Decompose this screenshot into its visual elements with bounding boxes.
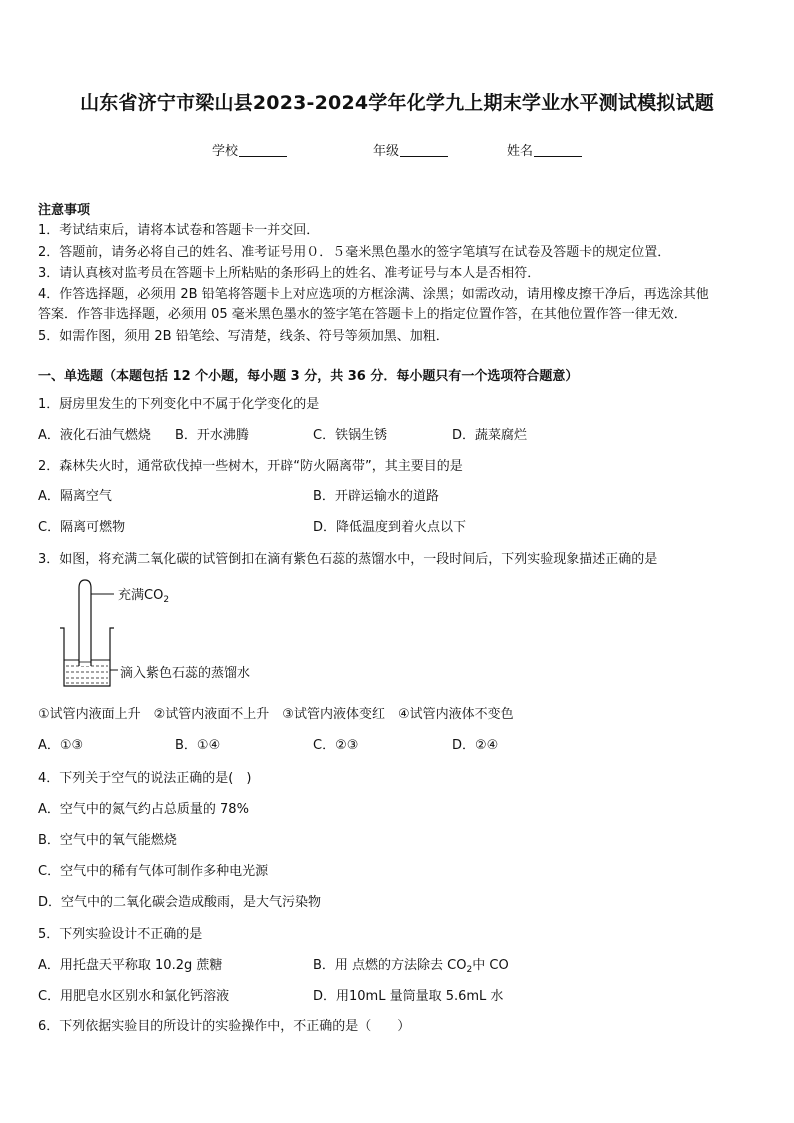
- note-item: 2．答题前，请务必将自己的姓名、准考证号用０．５毫米黑色墨水的签字笔填写在试卷及答题卡的规定位置．: [38, 245, 671, 260]
- name-label: 姓名: [507, 144, 534, 159]
- option-b-subscript: 2: [466, 965, 473, 975]
- co2-label: [118, 584, 169, 605]
- option-c: C．②③: [313, 738, 359, 753]
- option-c: C．隔离可燃物: [38, 520, 126, 535]
- option-a: A．空气中的氮气约占总质量的 78%: [38, 802, 249, 817]
- water-label: 滴入紫色石蕊的蒸馏水: [120, 666, 251, 681]
- question-stem: 6．下列依据实验目的所设计的实验操作中，不正确的是（ ）: [38, 1019, 411, 1034]
- question-stem: 5．下列实验设计不正确的是: [38, 927, 203, 942]
- option-d: D．②④: [452, 738, 499, 753]
- option-b: B．①④: [175, 738, 221, 753]
- option-d: D．用10mL 量筒量取 5.6mL 水: [313, 989, 504, 1004]
- experiment-figure: [52, 578, 292, 696]
- co2-subscript: 2: [163, 595, 170, 605]
- grade-blank: [400, 142, 448, 157]
- school-field: [212, 140, 287, 159]
- option-d: D．空气中的二氧化碳会造成酸雨，是大气污染物: [38, 895, 322, 910]
- note-item: 4．作答选择题，必须用 2B 铅笔将答题卡上对应选项的方框涂满、涂黑；如需改动，请用橡皮擦干净后，再选涂其他: [38, 287, 709, 302]
- name-field: [507, 140, 582, 159]
- grade-field: [373, 140, 448, 159]
- option-a: A．隔离空气: [38, 489, 112, 504]
- option-a: A．用托盘天平称取 10.2g 蔗糖: [38, 958, 223, 973]
- option-b: [313, 957, 509, 979]
- option-b: B．开水沸腾: [175, 428, 249, 443]
- option-a: A．液化石油气燃烧: [38, 428, 151, 443]
- option-d: D．降低温度到着火点以下: [313, 520, 467, 535]
- section-heading: 一、单选题（本题包括 12 个小题，每小题 3 分，共 36 分．每小题只有一个选项符合题意）: [38, 369, 579, 384]
- school-blank: [239, 142, 287, 157]
- option-b-text-end: 中 CO: [472, 958, 509, 973]
- option-d: D．蔬菜腐烂: [452, 428, 528, 443]
- name-blank: [534, 142, 582, 157]
- question-stem: 2．森林失火时，通常砍伐掉一些树木，开辟“防火隔离带”，其主要目的是: [38, 459, 463, 474]
- note-item: 5．如需作图，须用 2B 铅笔绘、写清楚，线条、符号等须加黑、加粗．: [38, 329, 449, 344]
- note-item: 1．考试结束后，请将本试卷和答题卡一并交回．: [38, 223, 320, 238]
- co2-label-text: 充满CO: [118, 588, 164, 603]
- option-b-text: B．用 点燃的方法除去 CO: [313, 958, 467, 973]
- option-b: B．开辟运输水的道路: [313, 489, 439, 504]
- option-b: B．空气中的氧气能燃烧: [38, 833, 177, 848]
- question-stem: 3．如图，将充满二氧化碳的试管倒扣在滴有紫色石蕊的蒸馏水中，一段时间后，下列实验现象描述正确的是: [38, 552, 658, 567]
- option-c: C．用肥皂水区别水和氯化钙溶液: [38, 989, 230, 1004]
- grade-label: 年级: [373, 144, 400, 159]
- school-label: 学校: [212, 144, 239, 159]
- statement-list: ①试管内液面上升 ②试管内液面不上升 ③试管内液体变红 ④试管内液体不变色: [38, 707, 514, 722]
- note-item: 3．请认真核对监考员在答题卡上所粘贴的条形码上的姓名、准考证号与本人是否相符．: [38, 266, 541, 281]
- note-item: 答案．作答非选择题，必须用 05 毫米黑色墨水的签字笔在答题卡上的指定位置作答，在其他位置作答一律无效．: [38, 307, 687, 322]
- option-a: A．①③: [38, 738, 84, 753]
- option-c: C．空气中的稀有气体可制作多种电光源: [38, 864, 269, 879]
- option-c: C．铁锅生锈: [313, 428, 388, 443]
- exam-title: 山东省济宁市梁山县2023-2024学年化学九上期末学业水平测试模拟试题: [80, 92, 714, 114]
- notes-heading: 注意事项: [38, 203, 91, 218]
- question-stem: 4．下列关于空气的说法正确的是( ): [38, 771, 252, 786]
- question-stem: 1．厨房里发生的下列变化中不属于化学变化的是: [38, 397, 320, 412]
